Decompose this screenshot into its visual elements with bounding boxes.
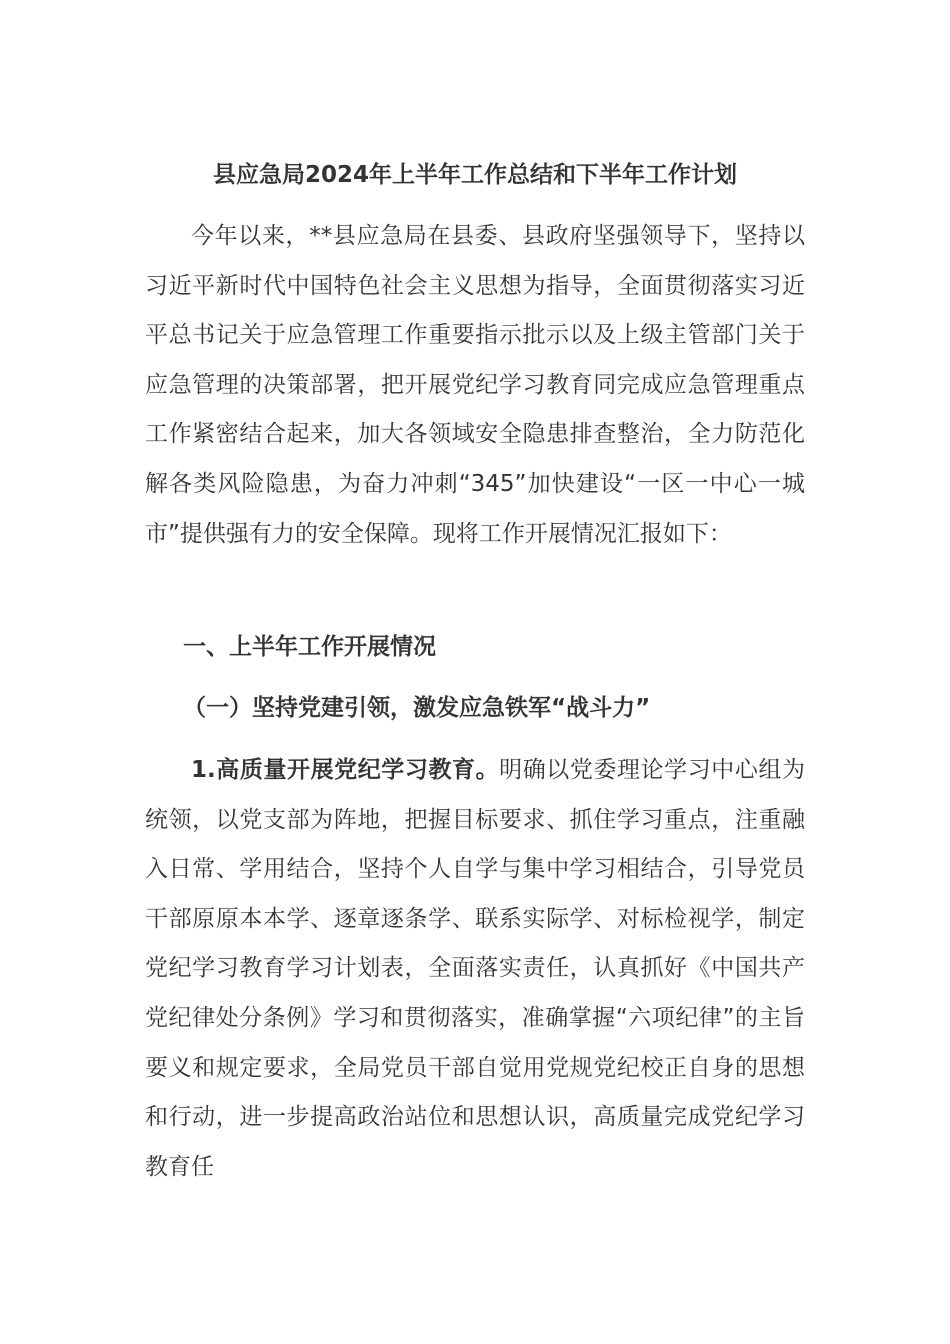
item-lead: 1.高质量开展党纪学习教育。 [191,757,500,783]
item-paragraph [145,746,805,1192]
intro-paragraph: 今年以来，**县应急局在县委、县政府坚强领导下，坚持以习近平新时代中国特色社会主义思想为指导，全面贯彻落实习近平总书记关于应急管理工作重要指示批示以及上级主管部门关于应急管理的决策部署，把开展党纪学习教育同完成应急管理重点工作紧密结合起来，加大各领域安全隐患排查整治，全力防范化解各类风险隐患，为奋力冲刺“345”加快建设“一区一中心一城市”提供强有力的安全保障。现将工作开展情况汇报如下： [145,223,805,547]
item-body: 明确以党委理论学习中心组为统领，以党支部为阵地，把握目标要求、抓住学习重点，注重融入日常、学用结合，坚持个人自学与集中学习相结合，引导党员干部原原本本学、逐章逐条学、联系实际学、对标检视学，制定党纪学习教育学习计划表，全面落实责任，认真抓好《中国共产党纪律处分条例》学习和贯彻落实，准确掌握“六项纪律”的主旨要义和规定要求，全局党员干部自觉用党规党纪校正自身的思想和行动，进一步提高政治站位和思想认识，高质量完成党纪学习教育任 [145,757,805,1180]
document-title: 县应急局2024年上半年工作总结和下半年工作计划 [212,162,737,188]
section-heading: 一、上半年工作开展情况 [183,634,436,660]
subsection-heading: （一）坚持党建引领，激发应急铁军“战斗力” [183,695,651,721]
